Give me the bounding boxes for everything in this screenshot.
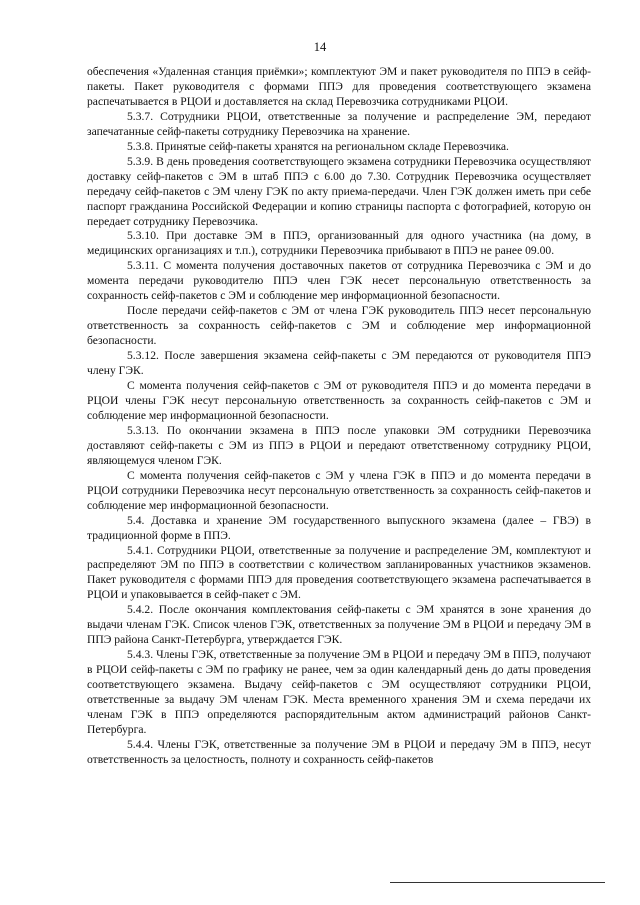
paragraph: 5.4.4. Члены ГЭК, ответственные за получение ЭМ в РЦОИ и передачу ЭМ в ППЭ, несут ответственность за целостность, полноту и сохранность сейф-пакетов — [87, 737, 591, 766]
paragraph: 5.3.12. После завершения экзамена сейф-пакеты с ЭМ передаются от руководителя ППЭ члену ГЭК. — [87, 349, 591, 378]
paragraph: После передачи сейф-пакетов с ЭМ от члена ГЭК руководитель ППЭ несет персональную ответственность за сохранность сейф-пакетов с ЭМ и соблюдение мер информационной безопасности. — [87, 304, 591, 348]
paragraph: 5.3.9. В день проведения соответствующего экзамена сотрудники Перевозчика осуществляют доставку сейф-пакетов с ЭМ в штаб ППЭ с 6.00 до 7.30. Сотрудник Перевозчика осуществляет передачу сейф-пакетов с ЭМ члену ГЭК по акту приема-передачи. Член ГЭК должен иметь при себе паспорт гражданина Российской Федерации и копию страницы паспорта с фотографией, которую он передает сотруднику Перевозчика. — [87, 154, 591, 228]
paragraph: 5.4.2. После окончания комплектования сейф-пакеты с ЭМ хранятся в зоне хранения до выдачи членам ГЭК. Список членов ГЭК, ответственных за получение ЭМ в РЦОИ и передачу ЭМ в ППЭ района Санкт-Петербурга, утверждается ГЭК. — [87, 603, 591, 647]
paragraph: 5.4.3. Члены ГЭК, ответственные за получение ЭМ в РЦОИ и передачу ЭМ в ППЭ, получают в РЦОИ сейф-пакеты с ЭМ по графику не ранее, чем за один календарный день до даты проведения соответствующего экзамена. Выдачу сейф-пакетов с ЭМ осуществляют сотрудники РЦОИ, ответственные за выдачу ЭМ членам ГЭК. Места временного хранения ЭМ и схема передачи их членам ГЭК в ППЭ определяются распорядительным актом администраций районов Санкт-Петербурга. — [87, 648, 591, 736]
paragraph: обеспечения «Удаленная станция приёмки»; комплектуют ЭМ и пакет руководителя по ППЭ в сейф-пакеты. Пакет руководителя с формами ППЭ для проведения соответствующего экзамена распечатывается в РЦОИ и доставляется на склад Перевозчика сотрудниками РЦОИ. — [87, 65, 591, 108]
paragraph: 5.3.7. Сотрудники РЦОИ, ответственные за получение и распределение ЭМ, передают запечатанные сейф-пакеты сотруднику Перевозчика на хранение. — [87, 109, 591, 138]
paragraph: С момента получения сейф-пакетов с ЭМ от руководителя ППЭ и до момента передачи в РЦОИ члены ГЭК несут персональную ответственность за сохранность сейф-пакетов с ЭМ и соблюдение мер информационной безопасности. — [87, 379, 591, 422]
body-text — [87, 65, 591, 768]
page-number: 14 — [313, 40, 327, 54]
paragraph: 5.4. Доставка и хранение ЭМ государственного выпускного экзамена (далее – ГВЭ) в традиционной форме в ППЭ. — [87, 513, 591, 542]
paragraph: 5.3.8. Принятые сейф-пакеты хранятся на региональном складе Перевозчика. — [127, 139, 509, 153]
paragraph: 5.3.10. При доставке ЭМ в ППЭ, организованный для одного участника (на дому, в медицинских организациях и т.п.), сотрудники Перевозчика прибывают в ППЭ не ранее 09.00. — [87, 229, 591, 258]
paragraph: 5.3.13. По окончании экзамена в ППЭ после упаковки ЭМ сотрудники Перевозчика доставляют сейф-пакеты с ЭМ из ППЭ в РЦОИ и передают ответственному сотруднику РЦОИ, являющемуся членом ГЭК. — [87, 423, 591, 467]
paragraph: 5.4.1. Сотрудники РЦОИ, ответственные за получение и распределение ЭМ, комплектуют и распределяют ЭМ по ППЭ в соответствии с количеством запланированных участников экзаменов. Пакет руководителя с формами ППЭ для проведения соответствующего экзамена распечатывается в РЦОИ и упаковывается в сейф-пакет с ЭМ. — [87, 543, 591, 602]
paragraph: 5.3.11. С момента получения доставочных пакетов от сотрудника Перевозчика с ЭМ и до момента передачи руководителю ППЭ член ГЭК несет персональную ответственность за сохранность сейф-пакетов с ЭМ и соблюдение мер информационной безопасности. — [87, 259, 591, 303]
footer-divider — [390, 882, 605, 883]
paragraph: С момента получения сейф-пакетов с ЭМ у члена ГЭК в ППЭ и до момента передачи в РЦОИ сотрудники Перевозчика несут персональную ответственность за сохранность сейф-пакетов и соблюдение мер информационной безопасности. — [87, 468, 591, 512]
